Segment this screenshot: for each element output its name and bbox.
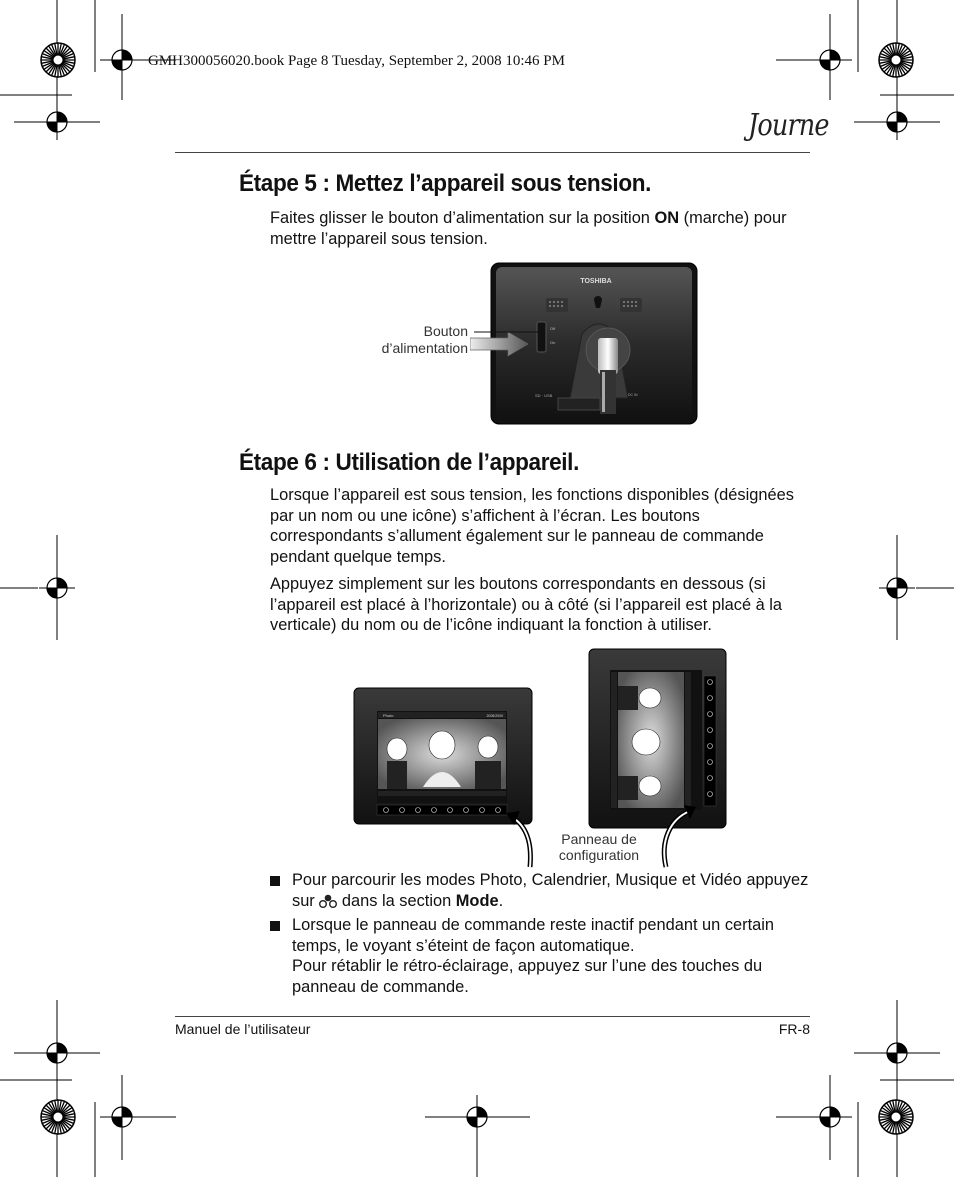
instructions-list	[270, 870, 820, 1002]
header-rule	[175, 152, 810, 153]
footer-left: Manuel de l’utilisateur	[175, 1021, 311, 1037]
bullet-square-icon	[270, 921, 280, 931]
power-button-callout: Bouton d’alimentation	[381, 323, 468, 356]
control-panel-callout: Panneau de configuration	[558, 831, 640, 863]
svg-text:DC IN: DC IN	[628, 393, 638, 397]
svg-text:Off: Off	[550, 326, 556, 331]
svg-text:2008/2009: 2008/2009	[486, 714, 503, 718]
footer-page-number: FR-8	[778, 1021, 810, 1037]
bullet-square-icon	[270, 876, 280, 886]
device-vertical-illustration	[588, 648, 728, 830]
svg-text:SD · USB: SD · USB	[535, 393, 553, 398]
three-circles-mode-icon	[319, 894, 337, 908]
section5-text: Faites glisser le bouton d’alimentation sur la position ON (marche) pour mettre l’appareil sous tension.	[270, 209, 787, 248]
device-brand-label: TOSHIBA	[580, 278, 612, 285]
list-item: Lorsque le panneau de commande reste inactif pendant un certain temps, le voyant s’éteint de façon automatique. Pour rétablir le rétro-éclairage, appuyez sur l’une des touches du panneau de commande.	[270, 915, 820, 997]
section6-title: Étape 6 : Utilisation de l’appareil.	[239, 449, 579, 476]
svg-text:On: On	[550, 340, 556, 345]
section5-title: Étape 5 : Mettez l’appareil sous tension.	[239, 170, 652, 197]
brand-logo: Journe	[748, 108, 829, 143]
print-header: GMH300056020.book Page 8 Tuesday, September 2, 2008 10:46 PM	[148, 53, 565, 69]
section6-paragraph2: Appuyez simplement sur les boutons correspondants en dessous (si l’appareil est placé à l’horizontale) ou à côté (si l’appareil est placé à la verticale) du nom ou de l’icône indiquant la fonction à utiliser.	[270, 575, 783, 635]
svg-text:Photo: Photo	[383, 713, 394, 718]
list-item: Pour parcourir les modes Photo, Calendrier, Musique et Vidéo appuyez sur dans la section Mode.	[270, 870, 820, 911]
footer-rule	[175, 1016, 810, 1017]
section6-paragraph1: Lorsque l’appareil est sous tension, les fonctions disponibles (désignées par un nom ou une icône) s’affichent à l’écran. Les boutons correspondants s’allument également sur le panneau de commande pendant quelque temps.	[270, 486, 794, 566]
device-back-illustration	[470, 262, 702, 428]
